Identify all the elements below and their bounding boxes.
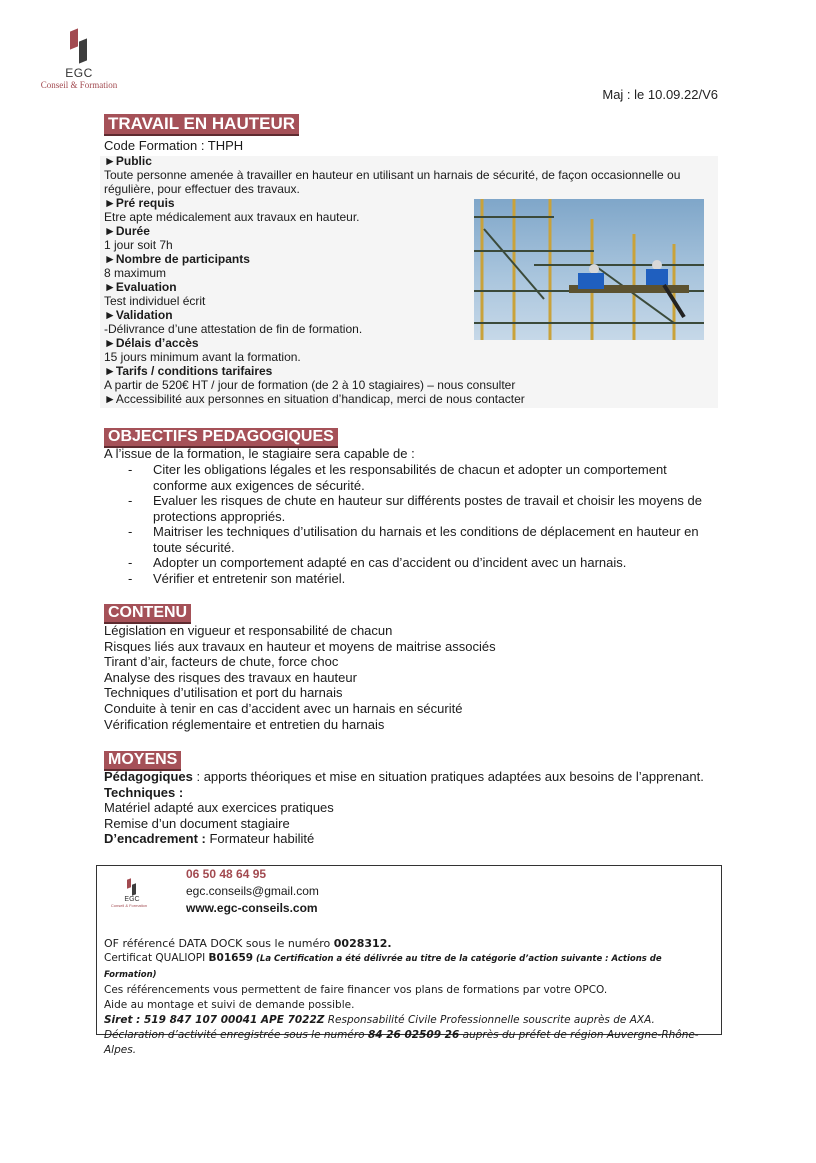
objectives-list [104,462,714,586]
ape-code: 7022Z [287,1014,325,1026]
means-enc-label: D’encadrement : [104,831,206,846]
content-list [104,623,496,732]
objectives-title-wrap [104,428,338,448]
info-label: ►Pré requis [104,196,175,210]
info-text: A partir de 520€ HT / jour de formation (de 2 à 10 stagiaires) – nous consulter [104,378,516,392]
ape-prefix: APE [257,1014,288,1026]
siret-prefix: Siret : [104,1014,144,1026]
page-title: TRAVAIL EN HAUTEUR [104,114,299,136]
means-supervision [104,831,704,847]
info-duration [104,224,464,252]
info-access-delay [104,336,718,364]
list-item: Conduite à tenir en cas d’accident avec un harnais en sécurité [104,700,463,716]
info-label: ►Tarifs / conditions tarifaires [104,364,273,378]
means-tech-label [104,785,704,801]
info-text: Test individuel écrit [104,294,206,308]
course-code: Code Formation : THPH [104,138,244,153]
info-text: -Délivrance d’une attestation de fin de formation. [104,322,363,336]
footer-logo [110,878,150,908]
footer-logo-name: EGC [124,896,140,903]
logo-brand-sub: Conseil & Formation [40,80,118,90]
footer-phone: 06 50 48 64 95 [186,867,267,881]
info-label: ►Validation [104,308,173,322]
rc-text: Responsabilité Civile Professionnelle souscrite auprès de AXA. Déclaration d’activité enregistrée sous le numéro [104,1014,655,1041]
footer-contact [186,866,319,917]
info-validation [104,308,464,336]
footer-logo-sub: Conseil & Formation [110,903,148,908]
info-participants [104,252,464,280]
footer-email[interactable]: egc.conseils@gmail.com [186,884,319,898]
means-title-wrap [104,751,181,771]
page-title-wrap [104,114,299,136]
declaration-post: auprès du préfet de région Auvergne-Rhône-Alpes. [104,1029,699,1056]
means-body [104,769,704,847]
info-text: Toute personne amenée à travailler en hauteur en utilisant un harnais de sécurité, de façon occasionnelle ou régulière, pour effectuer des travaux. [104,168,681,196]
qualiopi-number: B01659 [208,952,254,964]
info-prerequisites [104,196,464,224]
objective-text: Maitriser les techniques d’utilisation du harnais et les conditions de déplacement en hauteur en toute sécurité. [153,524,699,555]
means-title: MOYENS [104,751,181,771]
footer-legal [104,1013,716,1058]
qualiopi-note: (La Certification a été délivrée au titre de la catégorie d’action suivante : Actions de Formation) [104,954,662,980]
siret-number: 519 847 107 00041 [144,1014,258,1026]
info-text: 15 jours minimum avant la formation. [104,350,301,364]
content-title-wrap [104,604,191,624]
objective-text: Adopter un comportement adapté en cas d’accident ou d’incident avec un harnais. [153,555,627,570]
info-text: 8 maximum [104,266,167,280]
info-label: ►Délais d’accès [104,336,199,350]
objective-text: Evaluer les risques de chute en hauteur sur différents postes de travail et choisir les moyens de protections appropriés. [153,493,702,524]
info-pricing [104,364,718,392]
means-tech-2: Remise d’un document stagiaire [104,815,290,831]
footer-funding: Ces référencements vous permettent de faire financer vos plans de formations par votre OPCO. [104,984,608,996]
footer-qualiopi [104,951,716,983]
footer-text [104,936,716,1058]
datadock-prefix: OF référencé DATA DOCK sous le numéro [104,937,334,950]
logo-brand-name: EGC [65,66,93,80]
means-ped-label: Pédagogiques [104,769,193,784]
list-item: Risques liés aux travaux en hauteur et moyens de maitrise associés [104,638,496,654]
content-title: CONTENU [104,604,191,624]
egc-logo-icon [126,878,138,896]
list-item: - Evaluer les risques de chute en hauteur sur différents postes de travail et choisir les moyens de protections appropriés. [128,493,702,524]
info-label: ►Durée [104,224,150,238]
means-ped-text: : apports théoriques et mise en situation pratiques adaptées aux besoins de l’apprenant. [192,769,704,784]
list-item: Vérification réglementaire et entretien du harnais [104,716,385,732]
means-tech-1: Matériel adapté aux exercices pratiques [104,800,334,815]
objectives-intro: A l’issue de la formation, le stagiaire sera capable de : [104,446,415,461]
declaration-number: 84 26 02509 26 [367,1029,460,1041]
list-item: Législation en vigueur et responsabilité de chacun [104,623,393,638]
list-item: - Citer les obligations légales et les responsabilités de chacun et adopter un comportement conforme aux exigences de sécurité. [128,462,667,493]
list-item: - Maitriser les techniques d’utilisation du harnais et les conditions de déplacement en hauteur en toute sécurité. [128,524,699,555]
egc-logo-icon [68,28,90,64]
info-label: ►Nombre de participants [104,252,250,266]
footer-help: Aide au montage et suivi de demande possible. [104,999,355,1011]
info-accessibility: ►Accessibilité aux personnes en situation d’handicap, merci de nous contacter [104,392,525,406]
list-item: Techniques d’utilisation et port du harnais [104,685,343,701]
info-text: Etre apte médicalement aux travaux en hauteur. [104,210,360,224]
info-evaluation [104,280,464,308]
update-date: Maj : le 10.09.22/V6 [602,87,718,102]
objectives-title: OBJECTIFS PEDAGOGIQUES [104,428,338,448]
info-public [104,154,718,196]
course-info [104,138,718,406]
objective-text: Citer les obligations légales et les responsabilités de chacun et adopter un comportement conforme aux exigences de sécurité. [153,462,667,493]
means-tech-label-text: Techniques : [104,784,184,800]
objective-text: Vérifier et entretenir son matériel. [153,570,346,586]
info-label: ►Evaluation [104,280,177,294]
means-pedagogical [104,769,704,785]
footer-datadock [104,936,716,951]
company-logo [34,28,124,90]
info-label: ►Public [104,154,152,168]
list-item: Analyse des risques des travaux en hauteur [104,669,357,685]
footer-website[interactable]: www.egc-conseils.com [186,901,318,915]
datadock-number: 0028312. [333,937,392,950]
list-item: - Adopter un comportement adapté en cas d’accident ou d’incident avec un harnais. [128,555,627,570]
info-text: 1 jour soit 7h [104,238,173,252]
qualiopi-prefix: Certificat QUALIOPI [104,952,209,964]
list-item: - Vérifier et entretenir son matériel. [128,570,346,586]
means-enc-text: Formateur habilité [205,831,315,846]
list-item: Tirant d’air, facteurs de chute, force choc [104,654,339,670]
